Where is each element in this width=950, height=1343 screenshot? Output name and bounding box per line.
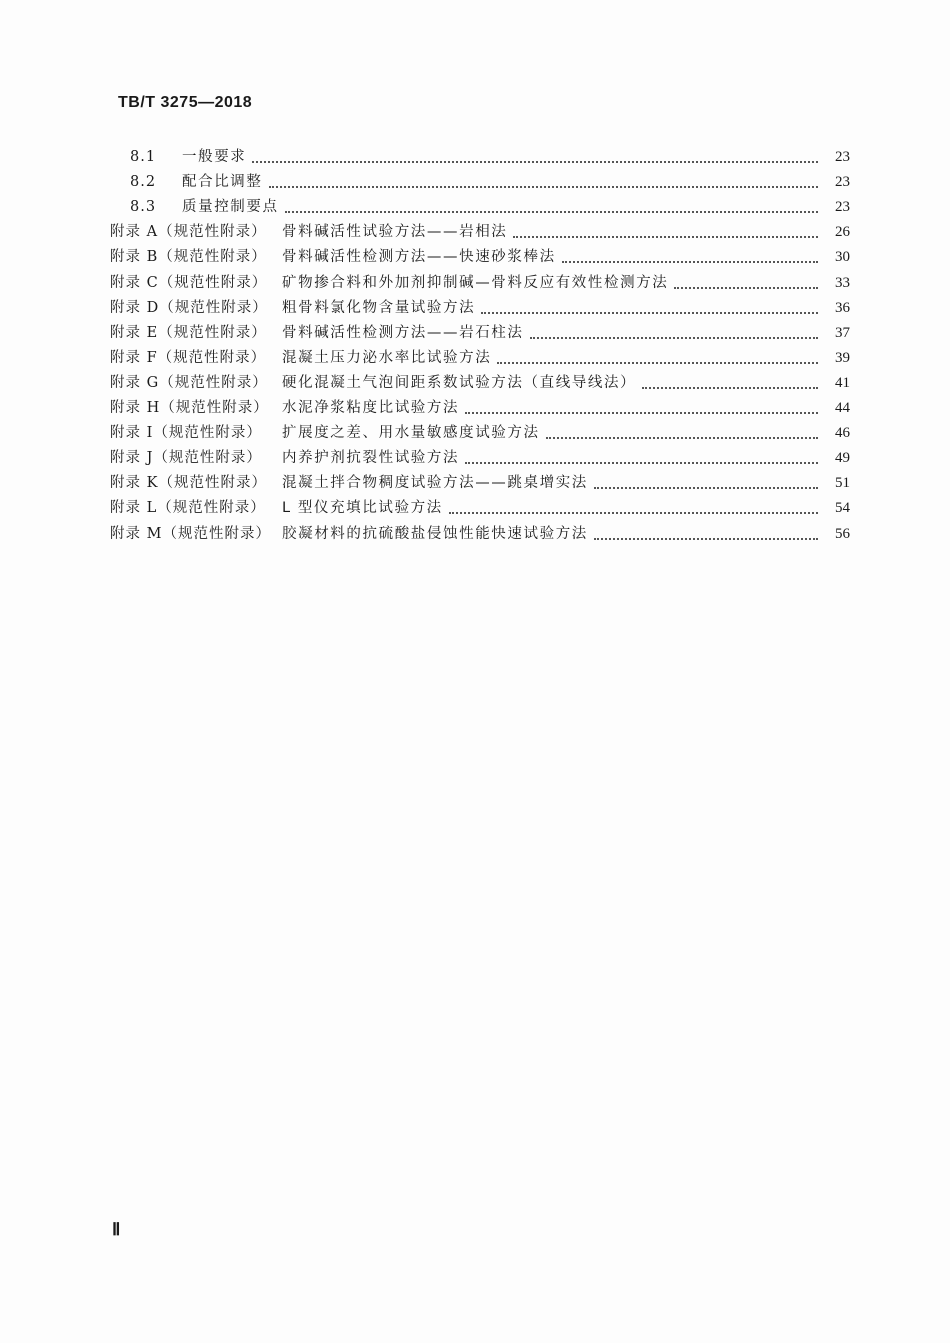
toc-entry-number: 附录 M（规范性附录） — [110, 525, 271, 542]
toc-entry-title: 骨料碱活性试验方法——岩相法 — [282, 224, 508, 241]
toc-entry-appendix-b[interactable] — [110, 242, 850, 267]
toc-entry-title: 内养护剂抗裂性试验方法 — [282, 450, 460, 467]
toc-entry-title: L 型仪充填比试验方法 — [282, 500, 443, 517]
toc-entry-number: 附录 D（规范性附录） — [110, 299, 268, 316]
toc-entry-page: 54 — [835, 500, 850, 517]
toc-entry-appendix-a[interactable] — [110, 217, 850, 242]
toc-entry-title: 硬化混凝土气泡间距系数试验方法（直线导线法） — [282, 374, 637, 391]
toc-entry-number: 附录 J（规范性附录） — [110, 450, 262, 467]
toc-entry-8-1[interactable] — [110, 142, 850, 167]
toc-entry-page: 23 — [835, 174, 850, 191]
toc-entry-appendix-e[interactable] — [110, 318, 850, 343]
dot-leader — [252, 161, 818, 163]
toc-entry-number: 附录 I（规范性附录） — [110, 425, 262, 442]
dot-leader — [642, 387, 818, 389]
toc-entry-page: 44 — [835, 400, 850, 417]
dot-leader — [269, 186, 819, 188]
toc-entry-8-3[interactable] — [110, 192, 850, 217]
toc-entry-number: 8.1 — [130, 149, 157, 166]
dot-leader — [465, 462, 818, 464]
toc-entry-appendix-h[interactable] — [110, 393, 850, 418]
dot-leader — [546, 437, 818, 439]
toc-entry-page: 26 — [835, 224, 850, 241]
dot-leader — [674, 287, 818, 289]
toc-entry-title: 粗骨料氯化物含量试验方法 — [282, 299, 476, 316]
document-code: TB/T 3275—2018 — [118, 94, 253, 111]
toc-entry-number: 附录 B（规范性附录） — [110, 249, 267, 266]
toc-entry-page: 51 — [835, 475, 850, 492]
dot-leader — [594, 538, 818, 540]
toc-entry-appendix-k[interactable] — [110, 468, 850, 493]
toc-entry-page: 46 — [835, 425, 850, 442]
toc-entry-number: 附录 K（规范性附录） — [110, 475, 267, 492]
dot-leader — [285, 211, 818, 213]
dot-leader — [481, 312, 818, 314]
toc-entry-number: 8.3 — [130, 199, 157, 216]
toc-entry-page: 49 — [835, 450, 850, 467]
toc-entry-page: 23 — [835, 149, 850, 166]
toc-entry-number: 附录 F（规范性附录） — [110, 349, 267, 366]
toc-entry-title: 矿物掺合料和外加剂抑制碱—骨料反应有效性检测方法 — [282, 274, 669, 291]
toc-entry-appendix-l[interactable] — [110, 493, 850, 518]
toc-entry-title: 骨料碱活性检测方法——快速砂浆棒法 — [282, 249, 556, 266]
toc-entry-title: 骨料碱活性检测方法——岩石柱法 — [282, 324, 524, 341]
toc-entry-number: 附录 L（规范性附录） — [110, 500, 266, 517]
toc-entry-appendix-m[interactable] — [110, 518, 850, 543]
toc-entry-page: 41 — [835, 374, 850, 391]
toc-entry-appendix-d[interactable] — [110, 293, 850, 318]
dot-leader — [465, 412, 818, 414]
toc-entry-appendix-i[interactable] — [110, 418, 850, 443]
dot-leader — [449, 512, 818, 514]
toc-entry-page: 30 — [835, 249, 850, 266]
toc-entry-number: 附录 A（规范性附录） — [110, 224, 267, 241]
toc-entry-title: 水泥净浆粘度比试验方法 — [282, 400, 460, 417]
dot-leader — [562, 261, 818, 263]
toc-entry-number: 附录 E（规范性附录） — [110, 324, 267, 341]
table-of-contents — [110, 142, 850, 544]
toc-entry-appendix-g[interactable] — [110, 368, 850, 393]
toc-entry-appendix-f[interactable] — [110, 343, 850, 368]
toc-entry-number: 8.2 — [130, 174, 157, 191]
dot-leader — [513, 236, 818, 238]
toc-entry-title: 质量控制要点 — [182, 199, 279, 216]
toc-entry-page: 36 — [835, 299, 850, 316]
toc-entry-page: 33 — [835, 274, 850, 291]
toc-entry-number: 附录 C（规范性附录） — [110, 274, 268, 291]
toc-entry-page: 56 — [835, 525, 850, 542]
toc-entry-page: 37 — [835, 324, 850, 341]
dot-leader — [497, 362, 818, 364]
toc-entry-page: 23 — [835, 199, 850, 216]
toc-entry-appendix-c[interactable] — [110, 267, 850, 292]
toc-entry-number: 附录 H（规范性附录） — [110, 400, 269, 417]
toc-entry-title: 扩展度之差、用水量敏感度试验方法 — [282, 425, 540, 442]
dot-leader — [530, 337, 819, 339]
dot-leader — [594, 487, 818, 489]
toc-entry-title: 混凝土压力泌水率比试验方法 — [282, 349, 492, 366]
toc-entry-number: 附录 G（规范性附录） — [110, 374, 268, 391]
toc-entry-title: 胶凝材料的抗硫酸盐侵蚀性能快速试验方法 — [282, 525, 588, 542]
page-number: Ⅱ — [112, 1220, 121, 1239]
toc-entry-8-2[interactable] — [110, 167, 850, 192]
toc-entry-title: 一般要求 — [182, 149, 247, 166]
toc-entry-page: 39 — [835, 349, 850, 366]
toc-entry-title: 配合比调整 — [182, 174, 263, 191]
toc-entry-appendix-j[interactable] — [110, 443, 850, 468]
toc-entry-title: 混凝土拌合物稠度试验方法——跳桌增实法 — [282, 475, 588, 492]
